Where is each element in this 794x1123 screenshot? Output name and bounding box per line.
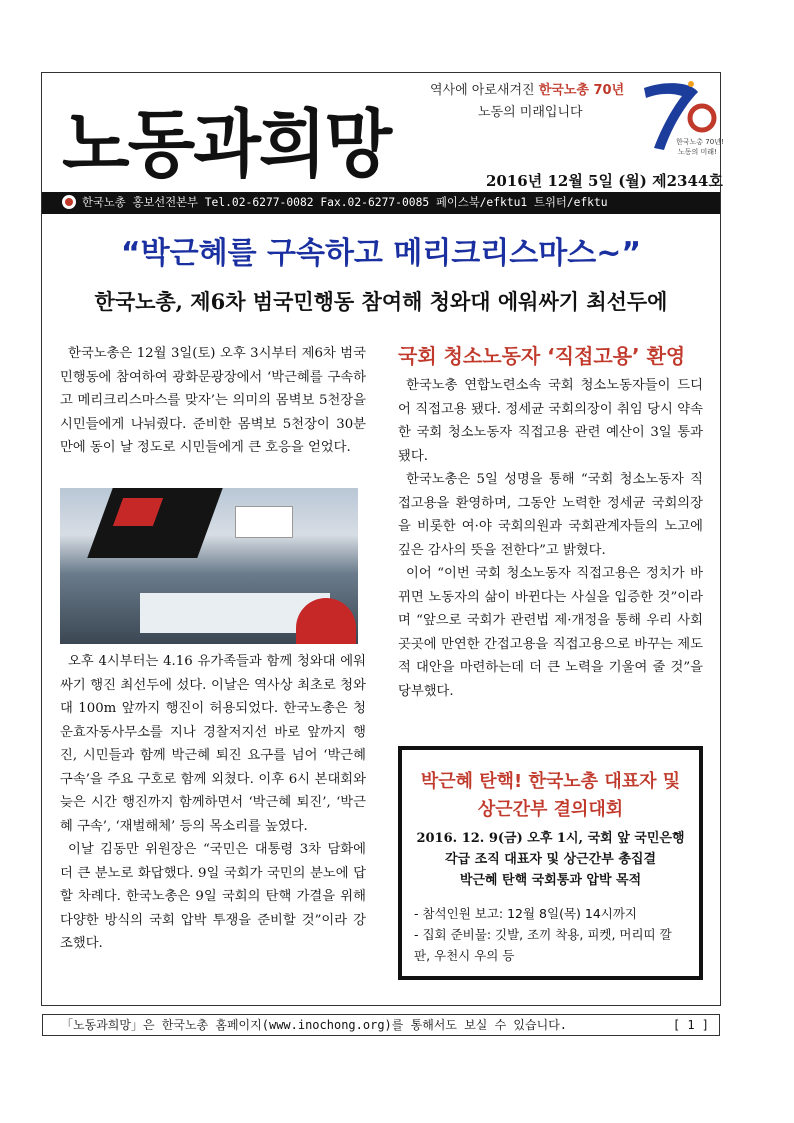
notice-title	[402, 768, 699, 824]
left-article-top	[60, 342, 366, 460]
right-article	[398, 374, 703, 703]
notice-box	[398, 746, 703, 980]
left-article-bottom	[60, 650, 366, 956]
issue-number: 제2344호	[652, 172, 723, 190]
flag-shape	[87, 488, 222, 558]
rally-photo	[60, 488, 358, 644]
right-paragraph-3: 이어 “이번 국회 청소노동자 직접고용은 정치가 바뀌면 노동자의 삶이 바뀐다는 사실을 입증한 것”이라며 “앞으로 국회가 관련법 제·개정을 통해 우리 사회 곳곳에 만연한 간접고용을 직접고용으로 바꾸는 제도적 대안을 마련하는데 더 큰 노력을 기울여 줄 것”을 당부했다.	[398, 566, 703, 699]
notice-title-line1: 박근혜 탄핵! 한국노총 대표자 및	[420, 771, 681, 792]
issue-info	[486, 170, 723, 191]
left-paragraph-1: 한국노총은 12월 3일(토) 오후 3시부터 제6차 범국민행동에 참여하여 광화문광장에서 ‘박근혜를 구속하고 메리크리스마스를 맞자’는 의미의 몸벽보 5천장을 시민들에게 나눠줬다. 준비한 몸벽보 5천장이 30분 만에 동이 날 정도로 시민들에게 큰 호응을 얻었다.	[60, 346, 366, 455]
left-paragraph-3: 이날 김동만 위원장은 “국민은 대통령 3차 담화에 더 큰 분노로 화답했다. 9일 국회가 국민의 분노에 답할 차례다. 한국노총은 9일 국회의 탄핵 가결을 위해 다양한 방식의 국회 압박 투쟁을 준비할 것”이라 강조했다.	[60, 842, 366, 951]
logo-caption-2: 노동의 미래!	[678, 148, 717, 156]
sub-headline: 한국노총, 제6차 범국민행동 참여해 청와대 에워싸기 최선두에	[94, 289, 668, 314]
slogan-highlight: 한국노총 70년	[538, 83, 625, 98]
notice-note-1: - 참석인원 보고: 12월 8일(목) 14시까지	[414, 906, 638, 921]
contact-text: 한국노총 홍보선전본부 Tel.02-6277-0082 Fax.02-6277-0085 페이스북/efktu1 트위터/efktu	[82, 196, 608, 209]
issue-date: 2016년 12월 5일 (월)	[486, 172, 647, 190]
contact-bar	[42, 192, 720, 214]
page-number: [ 1 ]	[672, 1018, 709, 1032]
picket-sign	[235, 506, 293, 538]
notice-detail-1: 2016. 12. 9(금) 오후 1시, 국회 앞 국민은행	[416, 831, 685, 846]
footer-text: 「노동과희망」은 한국노총 홈페이지(www.inochong.org)를 통해서도 보실 수 있습니다.	[61, 1018, 568, 1032]
main-headline: “박근혜를 구속하고 메리크리스마스~”	[120, 236, 642, 271]
footer-bar	[42, 1014, 720, 1036]
fkctu-logo-icon	[62, 195, 76, 209]
notice-note-2: - 집회 준비물: 깃발, 조끼 착용, 피켓, 머리띠 깔판, 우천시 우의 등	[414, 927, 672, 963]
notice-detail-3: 박근혜 탄핵 국회통과 압박 목적	[459, 873, 642, 888]
right-paragraph-1: 한국노총 연합노련소속 국회 청소노동자들이 드디어 직접고용 됐다. 정세균 국회의장이 취임 당시 약속한 국회 청소노동자 직접고용 관련 예산이 3일 통과됐다.	[398, 378, 703, 464]
left-paragraph-2: 오후 4시부터는 4.16 유가족들과 함께 청와대 에워싸기 행진 최선두에 섰다. 이날은 역사상 최초로 청와대 100m 앞까지 행진이 허용되었다. 한국노총은 청운효자동사무소를 지나 경찰저지선 바로 앞까지 행진, 시민들과 함께 박근혜 퇴진 요구를 넘어 ‘박근혜 구속’을 주요 구호로 함께 외쳤다. 이후 6시 본대회와 늦은 시간 행진까지 함께하면서 ‘박근혜 퇴진’, ‘박근혜 구속’, ‘재벌해체’ 등의 목소리를 높였다.	[60, 654, 366, 834]
notice-detail-2: 각급 조직 대표자 및 상근간부 총집결	[445, 852, 656, 867]
anniversary-70-logo	[636, 74, 724, 164]
notice-notes	[402, 903, 699, 966]
masthead-title: 노동과희망	[62, 101, 391, 188]
notice-title-line2: 상근간부 결의대회	[477, 799, 624, 820]
right-paragraph-2: 한국노총은 5일 성명을 통해 “국회 청소노동자 직접고용을 환영하며, 그동안 노력한 정세균 국회의장을 비롯한 여·야 국회의원과 국회관계자들의 노고에 깊은 감사의 뜻을 전한다”고 밝혔다.	[398, 472, 703, 558]
right-article-heading: 국회 청소노동자 ‘직접고용’ 환영	[398, 344, 686, 368]
slogan-line2: 노동의 미래입니다	[478, 105, 583, 120]
notice-details	[402, 828, 699, 891]
person-red-jacket	[296, 598, 356, 644]
masthead-slogan	[430, 80, 624, 124]
logo-caption-1: 한국노총 70년!	[676, 138, 724, 146]
slogan-line1: 역사에 아로새겨진	[430, 83, 535, 98]
